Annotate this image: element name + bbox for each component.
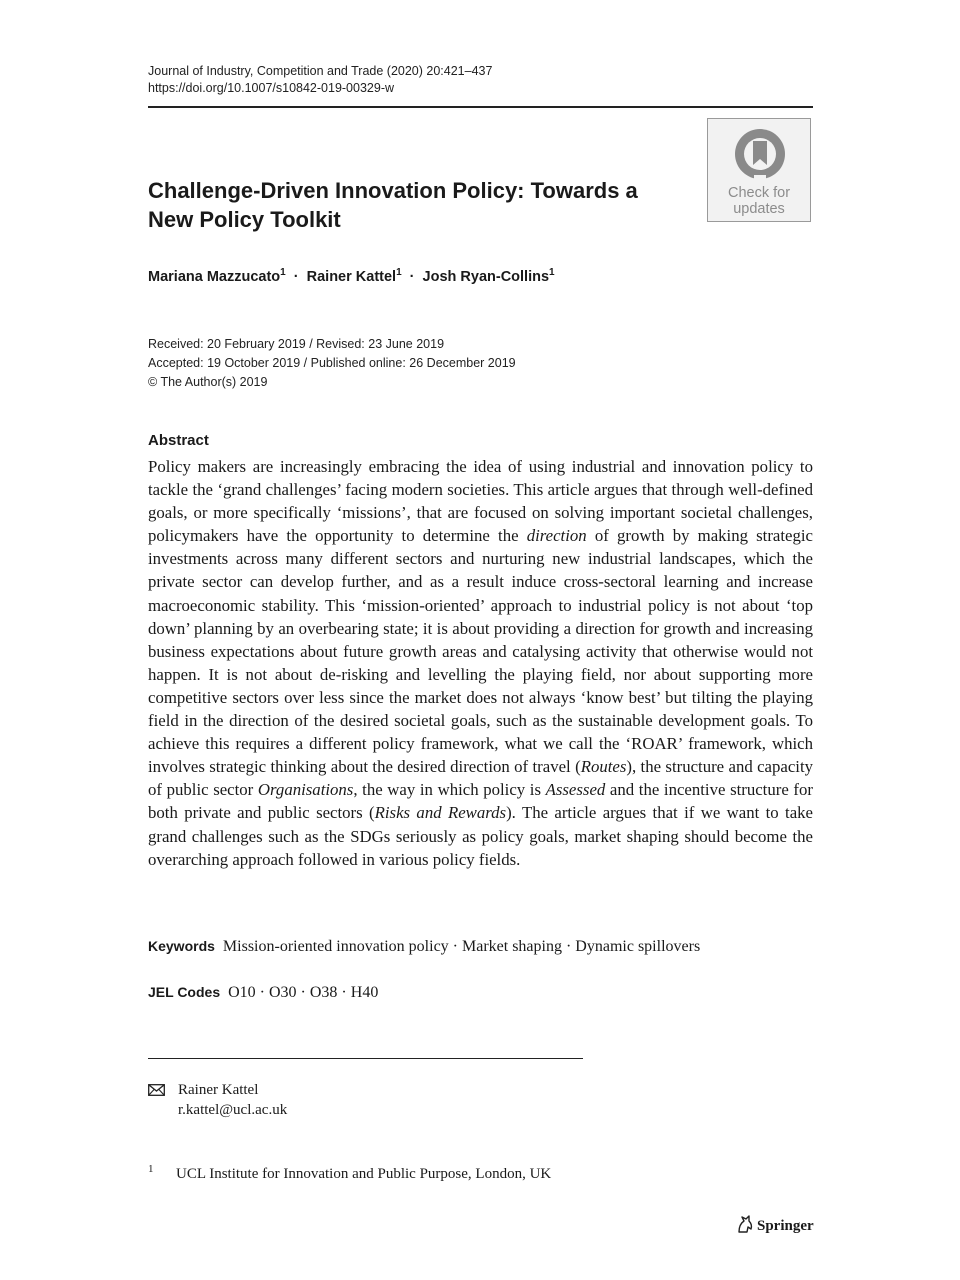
abstract-text: , the way in which policy is <box>353 780 546 800</box>
abstract-text: Policy makers are increasingly embracing the idea of using industrial and innovation policy to tackle the ‘grand challenges’ facing modern societies. This article argues that through well-defined goals, or more specifically ‘missions’, that are focused on solving important societal challenges, policymakers have the opportunity to determine the <box>148 457 813 546</box>
keywords <box>148 938 700 956</box>
article-title: Challenge-Driven Innovation Policy: Towards a New Policy Toolkit <box>148 178 638 232</box>
author-list <box>148 267 555 285</box>
envelope-icon <box>148 1084 165 1096</box>
received-date: Received: 20 February 2019 / Revised: 23 June 2019 <box>148 337 445 351</box>
check-for-updates-badge[interactable] <box>707 118 811 222</box>
affiliation-text: UCL Institute for Innovation and Public Purpose, London, UK <box>176 1166 552 1182</box>
abstract-text: ). The article argues that if we want to take grand challenges such as the SDGs seriously as policy goals, market shaping should become the overarching approach followed in various policy fields. <box>148 803 813 869</box>
keywords-text: Mission-oriented innovation policy · Market shaping · Dynamic spillovers <box>222 938 701 955</box>
author-name[interactable]: Josh Ryan-Collins <box>422 268 550 285</box>
footnote-rule <box>148 1058 583 1059</box>
abstract-heading: Abstract <box>148 432 209 449</box>
jel-codes <box>148 984 378 1002</box>
abstract-text: ), the structure and capacity of public sector <box>148 757 814 800</box>
abstract-emphasis: Risks and Rewards <box>374 803 507 823</box>
abstract-text: and the incentive structure for both private and public sectors ( <box>148 780 813 823</box>
badge-line-2: updates <box>733 201 785 217</box>
publisher-logo <box>736 1214 814 1235</box>
correspondence-email[interactable]: r.kattel@ucl.ac.uk <box>178 1102 288 1118</box>
badge-line-1: Check for <box>727 185 791 201</box>
affiliation-number: 1 <box>148 1163 154 1175</box>
author-name[interactable]: Mariana Mazzucato <box>148 268 281 285</box>
doi-link[interactable]: https://doi.org/10.1007/s10842-019-00329-w <box>148 81 395 95</box>
author-affil-mark: 1 <box>396 267 402 278</box>
keywords-label: Keywords <box>148 938 215 954</box>
author-separator: · <box>409 268 415 285</box>
header-rule <box>148 106 813 108</box>
abstract-emphasis: Organisations <box>257 780 354 800</box>
badge-label <box>708 185 810 217</box>
abstract-body <box>148 455 813 871</box>
correspondence-name: Rainer Kattel <box>178 1082 259 1098</box>
jel-label: JEL Codes <box>148 984 221 1000</box>
springer-horse-icon <box>736 1214 754 1234</box>
abstract-emphasis: direction <box>526 526 587 546</box>
jel-text: O10 · O30 · O38 · H40 <box>228 984 379 1001</box>
author-affil-mark: 1 <box>280 267 286 278</box>
abstract-emphasis: Assessed <box>545 780 606 800</box>
author-name[interactable]: Rainer Kattel <box>306 268 397 285</box>
publisher-name: Springer <box>757 1218 814 1234</box>
journal-citation: Journal of Industry, Competition and Trade (2020) 20:421–437 <box>148 64 493 78</box>
author-affil-mark: 1 <box>549 267 555 278</box>
copyright-notice: © The Author(s) 2019 <box>148 375 268 389</box>
accepted-date: Accepted: 19 October 2019 / Published online: 26 December 2019 <box>148 356 516 370</box>
author-separator: · <box>293 268 299 285</box>
abstract-emphasis: Routes <box>580 757 627 777</box>
crossmark-icon <box>733 127 787 181</box>
abstract-text: of growth by making strategic investments across many different sectors and nurturing new industrial landscapes, which the private sector can develop further, and as a result induce cross-sectoral learning and increase macroeconomic stability. This ‘mission-oriented’ approach to industrial policy is not about ‘top down’ planning by an overbearing state; it is about providing a direction for growth and increasing business expectations about future growth areas and catalysing activity that otherwise would not happen. It is not about de-risking and levelling the playing field, nor about supporting more competitive sectors over less since the market does not always ‘know best’ but tilting the playing field in the direction of the desired societal goals, such as the sustainable development goals. To achieve this requires a different policy framework, what we call the ‘ROAR’ framework, which involves strategic thinking about the desired direction of travel ( <box>148 526 813 777</box>
